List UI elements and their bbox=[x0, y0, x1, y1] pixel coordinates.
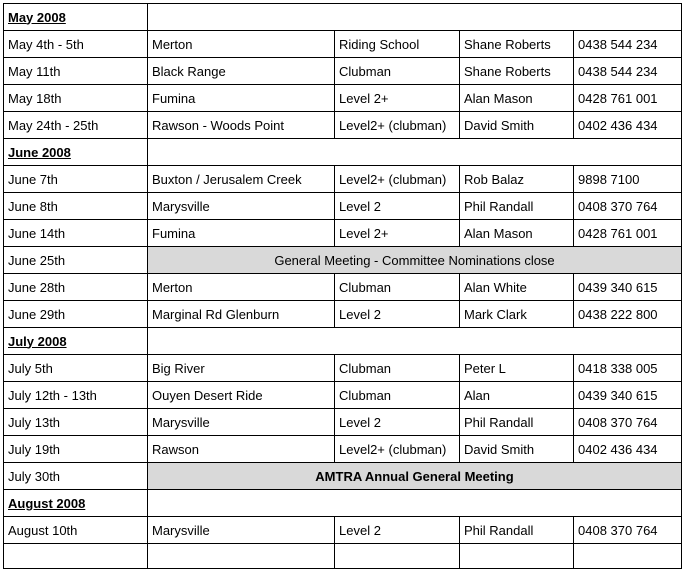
event-phone: 0439 340 615 bbox=[574, 274, 682, 301]
meeting-note: AMTRA Annual General Meeting bbox=[148, 463, 682, 490]
event-level: Clubman bbox=[335, 355, 460, 382]
month-header-row bbox=[4, 328, 682, 355]
event-level: Clubman bbox=[335, 58, 460, 85]
event-date: June 7th bbox=[4, 166, 148, 193]
event-level: Riding School bbox=[335, 31, 460, 58]
month-spacer-cell bbox=[148, 4, 682, 31]
event-date: June 8th bbox=[4, 193, 148, 220]
event-row bbox=[4, 409, 682, 436]
event-phone: 0438 544 234 bbox=[574, 58, 682, 85]
month-header-row bbox=[4, 139, 682, 166]
event-level: Level 2+ bbox=[335, 220, 460, 247]
month-heading: August 2008 bbox=[4, 490, 148, 517]
event-phone: 0408 370 764 bbox=[574, 517, 682, 544]
event-level: Level 2+ bbox=[335, 85, 460, 112]
event-contact: Phil Randall bbox=[460, 409, 574, 436]
month-heading: June 2008 bbox=[4, 139, 148, 166]
event-location: Ouyen Desert Ride bbox=[148, 382, 335, 409]
event-location: Black Range bbox=[148, 58, 335, 85]
event-date: May 11th bbox=[4, 58, 148, 85]
event-contact: David Smith bbox=[460, 112, 574, 139]
event-phone: 0438 544 234 bbox=[574, 31, 682, 58]
event-location: Rawson - Woods Point bbox=[148, 112, 335, 139]
event-location: Marysville bbox=[148, 517, 335, 544]
event-contact: Phil Randall bbox=[460, 517, 574, 544]
month-spacer-cell bbox=[148, 139, 682, 166]
schedule-body bbox=[4, 4, 682, 569]
event-date: May 24th - 25th bbox=[4, 112, 148, 139]
blank-cell bbox=[335, 544, 460, 569]
event-row bbox=[4, 517, 682, 544]
event-date: August 10th bbox=[4, 517, 148, 544]
event-row bbox=[4, 31, 682, 58]
event-level: Clubman bbox=[335, 382, 460, 409]
event-date: July 12th - 13th bbox=[4, 382, 148, 409]
meeting-row bbox=[4, 247, 682, 274]
event-row bbox=[4, 436, 682, 463]
event-contact: Phil Randall bbox=[460, 193, 574, 220]
event-contact: Alan bbox=[460, 382, 574, 409]
event-row bbox=[4, 355, 682, 382]
event-location: Marginal Rd Glenburn bbox=[148, 301, 335, 328]
blank-cell bbox=[460, 544, 574, 569]
event-contact: David Smith bbox=[460, 436, 574, 463]
event-row bbox=[4, 166, 682, 193]
event-date: June 14th bbox=[4, 220, 148, 247]
event-location: Fumina bbox=[148, 85, 335, 112]
event-contact: Rob Balaz bbox=[460, 166, 574, 193]
event-contact: Alan Mason bbox=[460, 220, 574, 247]
event-date: July 30th bbox=[4, 463, 148, 490]
schedule-table bbox=[3, 3, 682, 569]
event-date: May 4th - 5th bbox=[4, 31, 148, 58]
event-location: Big River bbox=[148, 355, 335, 382]
blank-cell bbox=[148, 544, 335, 569]
event-row bbox=[4, 220, 682, 247]
event-location: Merton bbox=[148, 274, 335, 301]
event-level: Level2+ (clubman) bbox=[335, 112, 460, 139]
event-phone: 0402 436 434 bbox=[574, 436, 682, 463]
meeting-row bbox=[4, 463, 682, 490]
event-row bbox=[4, 112, 682, 139]
event-level: Level2+ (clubman) bbox=[335, 436, 460, 463]
month-header-row bbox=[4, 4, 682, 31]
event-level: Level 2 bbox=[335, 193, 460, 220]
event-contact: Shane Roberts bbox=[460, 31, 574, 58]
month-heading: July 2008 bbox=[4, 328, 148, 355]
event-phone: 0408 370 764 bbox=[574, 193, 682, 220]
month-spacer-cell bbox=[148, 490, 682, 517]
event-location: Fumina bbox=[148, 220, 335, 247]
event-date: June 25th bbox=[4, 247, 148, 274]
meeting-note: General Meeting - Committee Nominations close bbox=[148, 247, 682, 274]
event-location: Merton bbox=[148, 31, 335, 58]
month-heading: May 2008 bbox=[4, 4, 148, 31]
event-contact: Alan Mason bbox=[460, 85, 574, 112]
event-location: Marysville bbox=[148, 193, 335, 220]
event-phone: 0428 761 001 bbox=[574, 220, 682, 247]
event-location: Rawson bbox=[148, 436, 335, 463]
event-date: July 5th bbox=[4, 355, 148, 382]
month-spacer-cell bbox=[148, 328, 682, 355]
event-phone: 9898 7100 bbox=[574, 166, 682, 193]
event-level: Level 2 bbox=[335, 409, 460, 436]
event-row bbox=[4, 301, 682, 328]
event-date: June 29th bbox=[4, 301, 148, 328]
blank-cell bbox=[4, 544, 148, 569]
event-phone: 0428 761 001 bbox=[574, 85, 682, 112]
event-row bbox=[4, 274, 682, 301]
event-date: June 28th bbox=[4, 274, 148, 301]
event-phone: 0402 436 434 bbox=[574, 112, 682, 139]
event-level: Level2+ (clubman) bbox=[335, 166, 460, 193]
event-row bbox=[4, 382, 682, 409]
event-location: Buxton / Jerusalem Creek bbox=[148, 166, 335, 193]
event-contact: Peter L bbox=[460, 355, 574, 382]
event-phone: 0408 370 764 bbox=[574, 409, 682, 436]
blank-row bbox=[4, 544, 682, 569]
event-level: Clubman bbox=[335, 274, 460, 301]
event-phone: 0418 338 005 bbox=[574, 355, 682, 382]
event-date: May 18th bbox=[4, 85, 148, 112]
event-level: Level 2 bbox=[335, 301, 460, 328]
event-contact: Mark Clark bbox=[460, 301, 574, 328]
event-contact: Alan White bbox=[460, 274, 574, 301]
event-date: July 19th bbox=[4, 436, 148, 463]
month-header-row bbox=[4, 490, 682, 517]
event-row bbox=[4, 193, 682, 220]
event-level: Level 2 bbox=[335, 517, 460, 544]
event-phone: 0438 222 800 bbox=[574, 301, 682, 328]
event-row bbox=[4, 58, 682, 85]
event-phone: 0439 340 615 bbox=[574, 382, 682, 409]
event-date: July 13th bbox=[4, 409, 148, 436]
blank-cell bbox=[574, 544, 682, 569]
event-contact: Shane Roberts bbox=[460, 58, 574, 85]
event-row bbox=[4, 85, 682, 112]
event-location: Marysville bbox=[148, 409, 335, 436]
